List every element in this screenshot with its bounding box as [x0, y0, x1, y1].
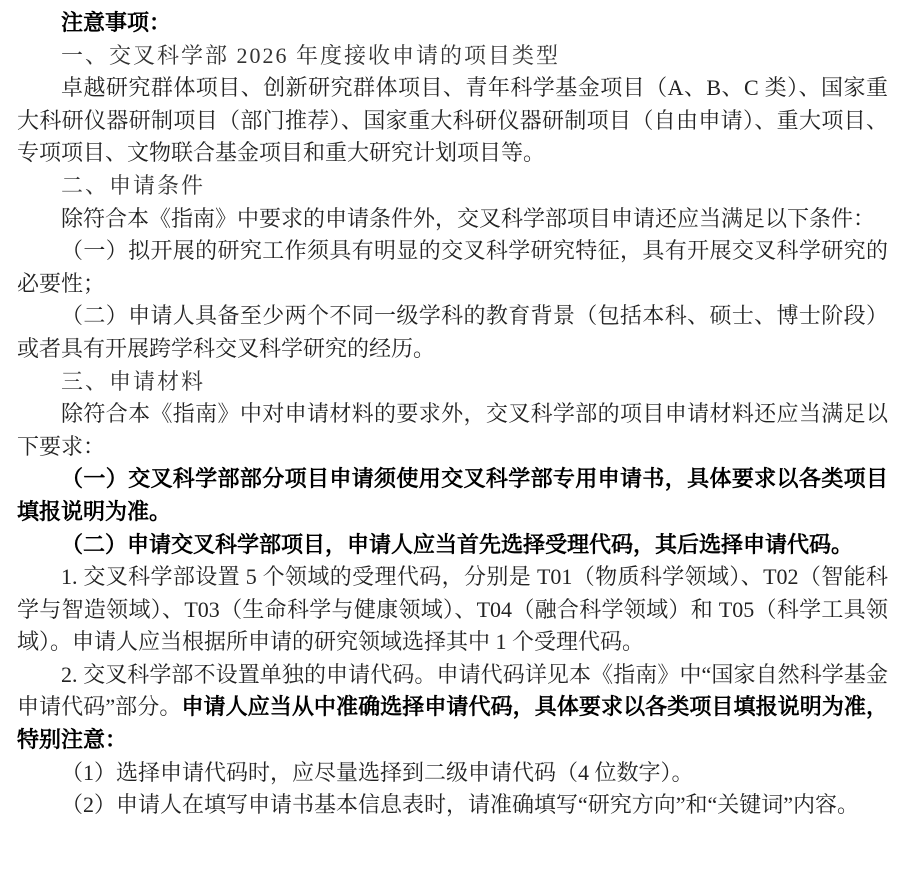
- point2-bold-text: 申请人应当从中准确选择申请代码，具体要求以各类项目填报说明为准，特别注意：: [17, 694, 888, 753]
- section3-point1: 1. 交叉科学部设置 5 个领域的受理代码，分别是 T01（物质科学领域）、T02（智能科学与智造领域）、T03（生命科学与健康领域）、T04（融合科学领域）和 T05（科学工具领域）。申请人应当根据所申请的研究领域选择其中 1 个受理代码。: [17, 564, 888, 655]
- section2-intro: 除符合本《指南》中要求的申请条件外，交叉科学部项目申请还应当满足以下条件：: [61, 205, 876, 231]
- section1-paragraph: 卓越研究群体项目、创新研究群体项目、青年科学基金项目（A、B、C 类）、国家重大科研仪器研制项目（部门推荐）、国家重大科研仪器研制项目（自由申请）、重大项目、专项项目、文物联合基金项目和重大研究计划项目等。: [17, 75, 888, 166]
- section3-intro: 除符合本《指南》中对申请材料的要求外，交叉科学部的项目申请材料还应当满足以下要求：: [17, 401, 888, 459]
- notice-heading: 注意事项：: [61, 10, 172, 35]
- section1-title: 一、交叉科学部 2026 年度接收申请的项目类型: [61, 42, 561, 68]
- point2-normal-text: 2. 交叉科学部不设置单独的申请代码。申请代码详见本《指南》中“国家自然科学基金申请代码”部分。: [17, 661, 888, 720]
- section2-title: 二、申请条件: [61, 172, 206, 198]
- section3-item1-bold: （一）交叉科学部部分项目申请须使用交叉科学部专用申请书，具体要求以各类项目填报说明为准。: [17, 466, 888, 524]
- section3-item2-bold: （二）申请交叉科学部项目，申请人应当首先选择受理代码，其后选择申请代码。: [61, 531, 854, 557]
- section2-item2: （二）申请人具备至少两个不同一级学科的教育背景（包括本科、硕士、博士阶段）或者具有开展跨学科交叉科学研究的经历。: [17, 303, 888, 361]
- section2-item1: （一）拟开展的研究工作须具有明显的交叉科学研究特征，具有开展交叉科学研究的必要性；: [17, 238, 888, 296]
- section3-title: 三、申请材料: [61, 368, 206, 394]
- section3-sub2: （2）申请人在填写申请书基本信息表时，请准确填写“研究方向”和“关键词”内容。: [61, 792, 860, 818]
- section3-sub1: （1）选择申请代码时，应尽量选择到二级申请代码（4 位数字）。: [61, 759, 694, 785]
- section3-point2: [17, 659, 888, 757]
